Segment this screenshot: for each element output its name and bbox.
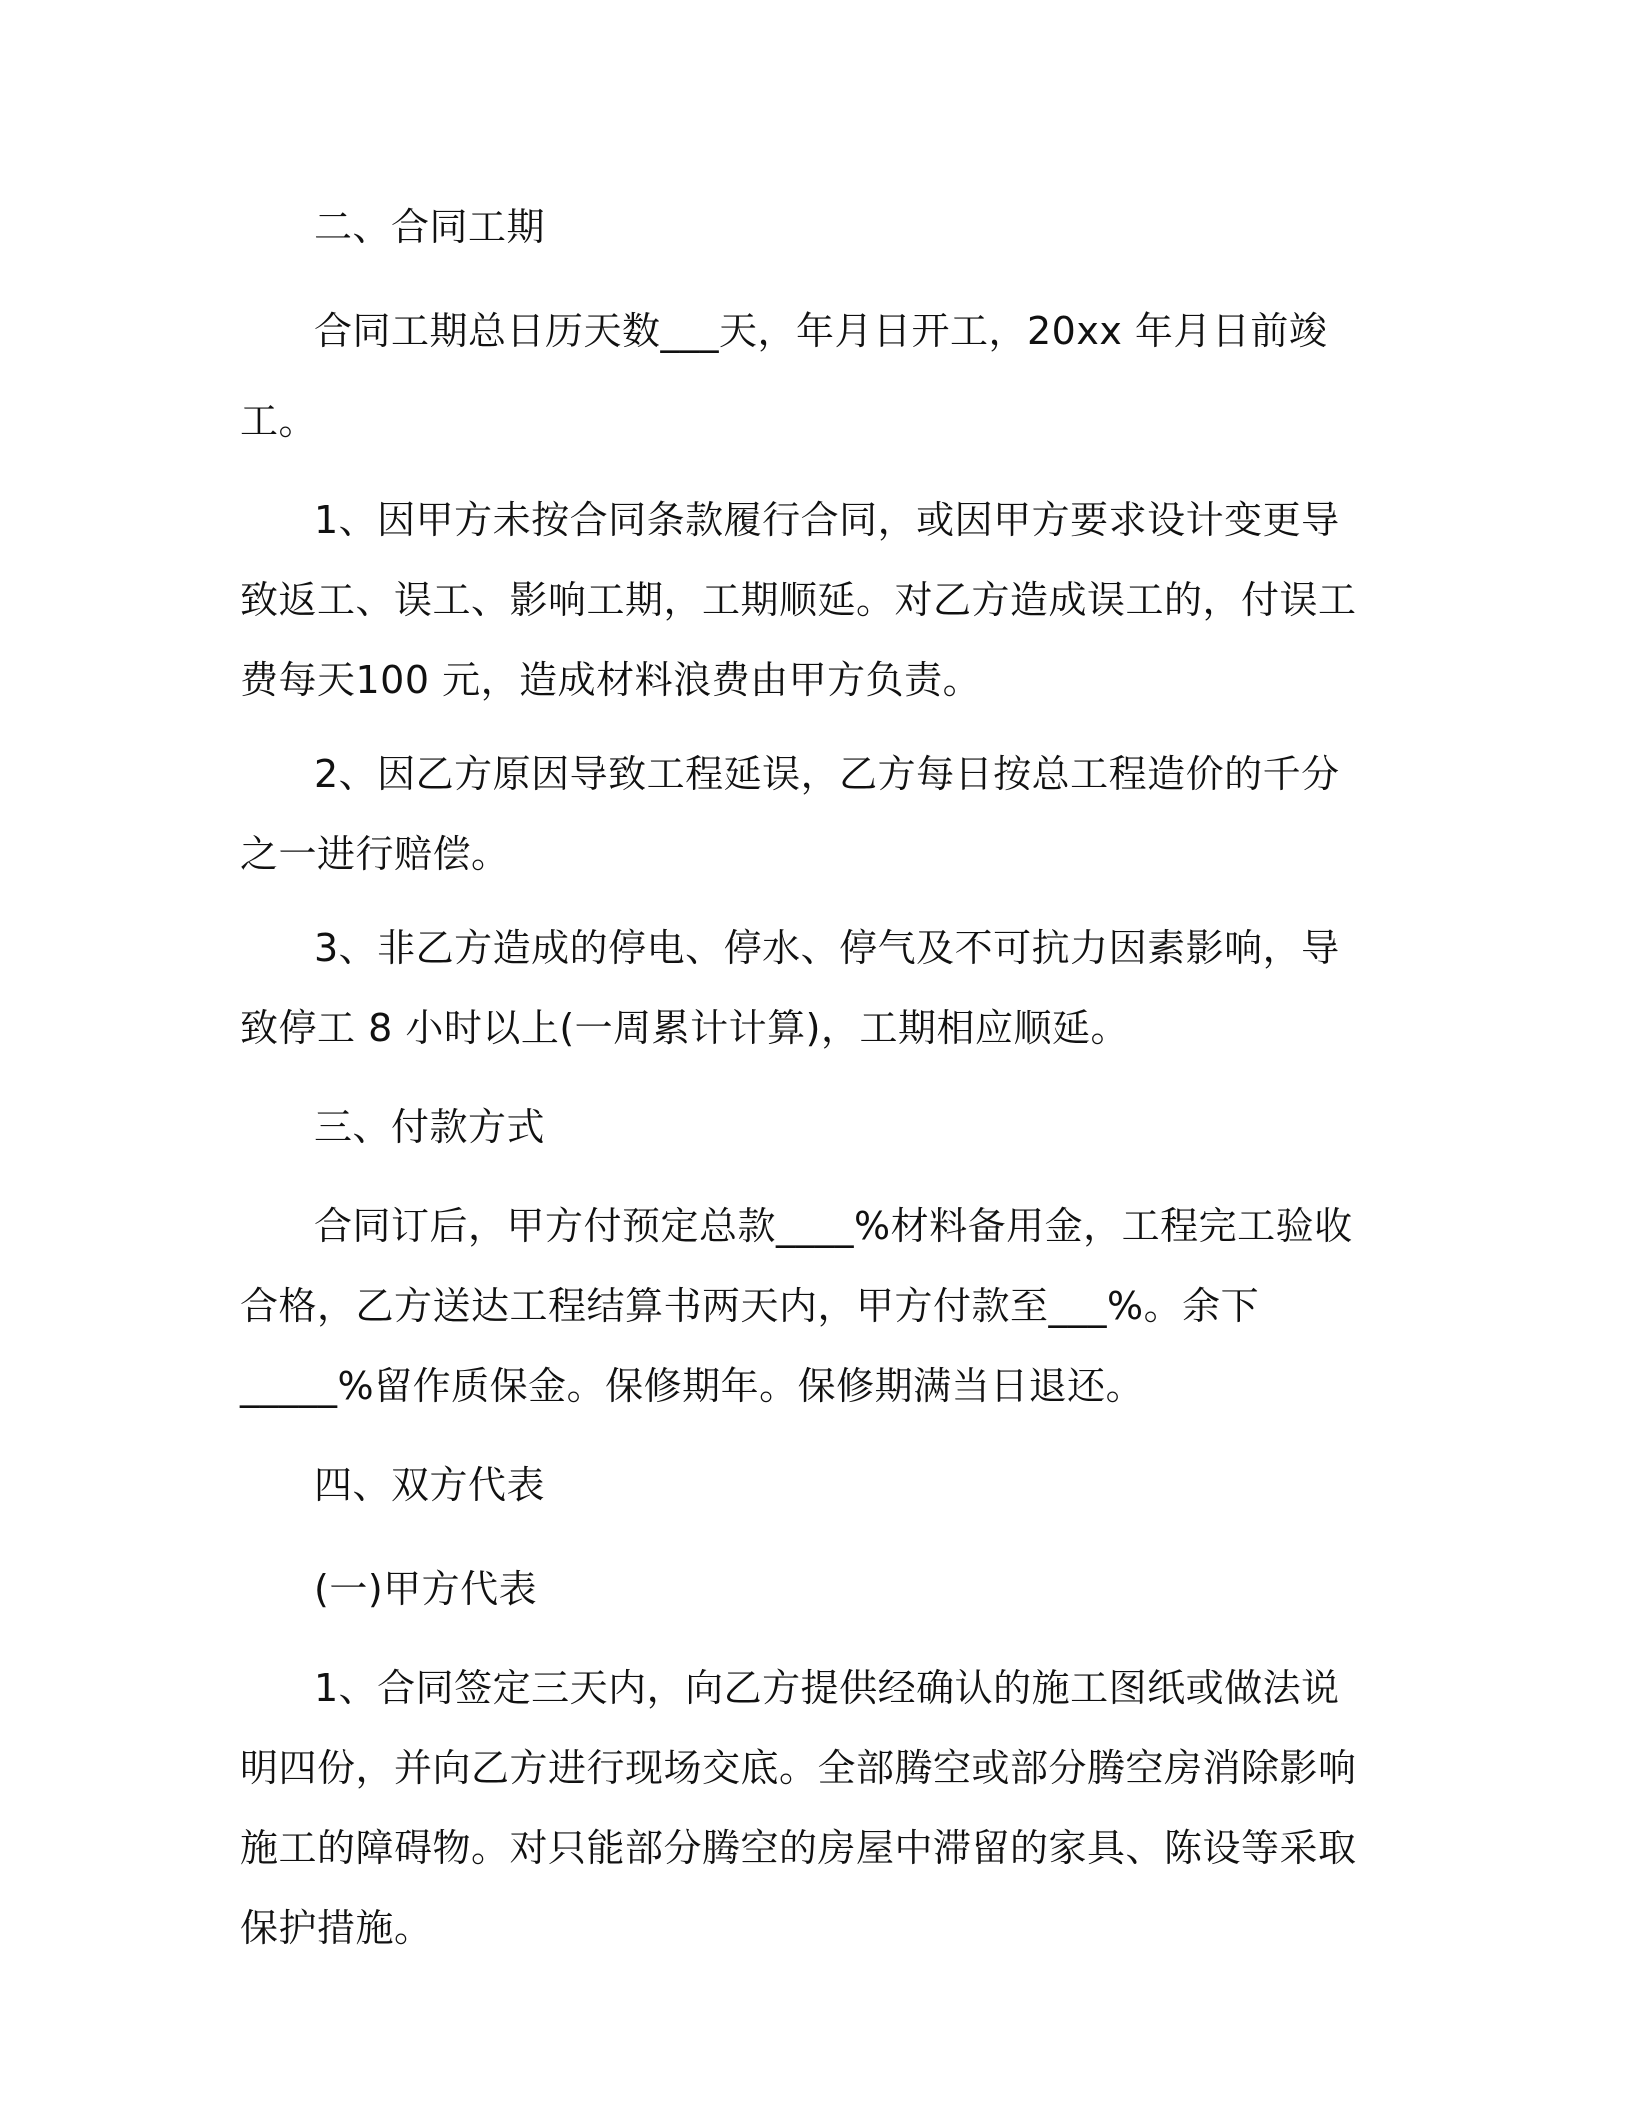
section-heading-contract-period: 二、合同工期 <box>314 205 546 249</box>
section-heading-payment-method: 三、付款方式 <box>314 1105 546 1149</box>
paragraph-payment-terms: 合同订后，甲方付预定总款____%材料备用金，工程完工验收合格，乙方送达工程结算书两天内，甲方付款至___%。余下_____%留作质保金。保修期年。保修期满当日退还。 <box>240 1204 1353 1408</box>
document-body <box>240 182 1376 1982</box>
paragraph-delay-by-party-a: 1、因甲方未按合同条款履行合同，或因甲方要求设计变更导致返工、误工、影响工期，工期顺延。对乙方造成误工的，付误工费每天100 元，造成材料浪费由甲方负责。 <box>240 498 1357 702</box>
paragraph-force-majeure: 3、非乙方造成的停电、停水、停气及不可抗力因素影响，导致停工 8 小时以上(一周累计计算)，工期相应顺延。 <box>240 926 1340 1050</box>
section-heading-representatives: 四、双方代表 <box>314 1463 546 1507</box>
subsection-heading-party-a-representative: (一)甲方代表 <box>314 1567 538 1611</box>
paragraph-contract-period-total: 合同工期总日历天数___天，年月日开工，20xx 年月日前竣工。 <box>240 309 1328 443</box>
paragraph-delay-by-party-b: 2、因乙方原因导致工程延误，乙方每日按总工程造价的千分之一进行赔偿。 <box>240 752 1340 876</box>
paragraph-party-a-duties: 1、合同签定三天内，向乙方提供经确认的施工图纸或做法说明四份，并向乙方进行现场交底。全部腾空或部分腾空房消除影响施工的障碍物。对只能部分腾空的房屋中滞留的家具、陈设等采取保护措施。 <box>240 1666 1357 1950</box>
